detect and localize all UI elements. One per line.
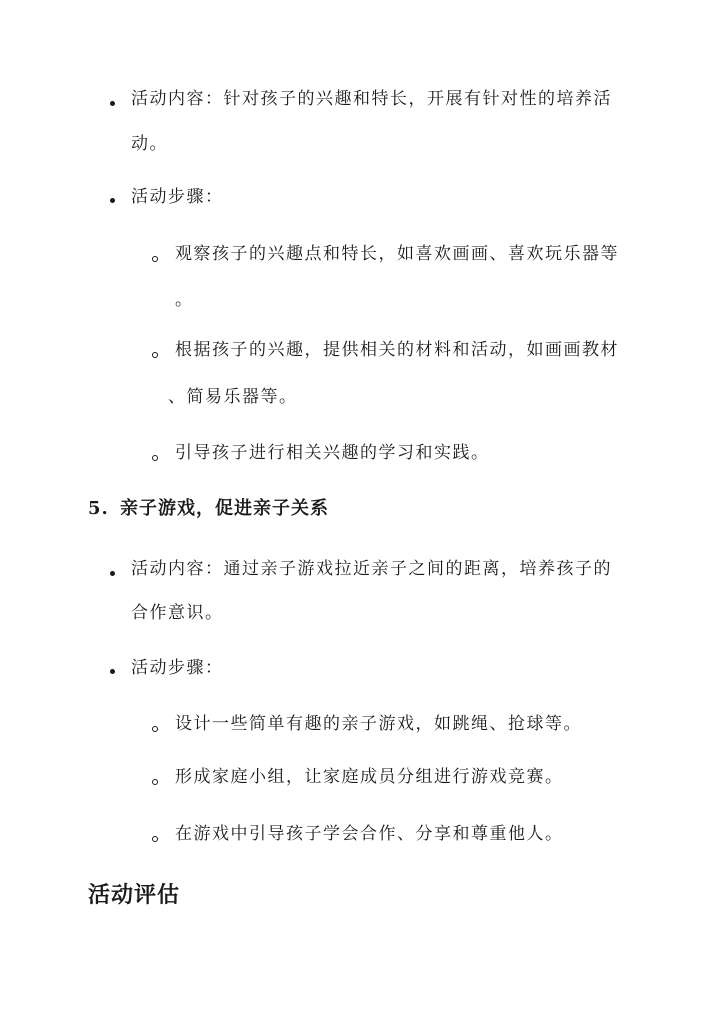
step-line: 在游戏中引导孩子学会合作、分享和尊重他人。 [175,824,564,844]
bullet-dot [110,101,115,106]
steps-label: 活动步骤： [131,658,224,678]
step-line: 引导孩子进行相关兴趣的学习和实践。 [175,443,490,463]
bullet-dot [110,198,115,203]
sub-bullet-circle [152,779,158,785]
bullet-dot [110,669,115,674]
content-line: 活动内容：针对孩子的兴趣和特长，开展有针对性的培养活 [131,89,612,109]
sub-bullet-circle [152,455,158,461]
section-heading: 亲子游戏，促进亲子关系 [120,498,329,519]
section-main-heading: 活动评估 [88,882,181,908]
content-line-continuation: 动。 [131,134,168,154]
content-line-continuation: 合作意识。 [131,603,224,623]
step-line-continuation: 、简易乐器等。 [168,387,298,407]
content-line: 活动内容：通过亲子游戏拉近亲子之间的距离，培养孩子的 [131,559,612,579]
sub-bullet-circle [152,256,158,262]
step-line: 设计一些简单有趣的亲子游戏，如跳绳、抢球等。 [175,714,582,734]
sub-bullet-circle [152,726,158,732]
sub-bullet-circle [152,836,158,842]
step-line: 形成家庭小组，让家庭成员分组进行游戏竞赛。 [175,767,564,787]
steps-label: 活动步骤： [131,187,224,207]
step-line-continuation: 。 [175,290,194,310]
step-line: 根据孩子的兴趣，提供相关的材料和活动，如画画教材 [175,340,619,360]
bullet-dot [110,571,115,576]
step-line: 观察孩子的兴趣点和特长，如喜欢画画、喜欢玩乐器等 [175,244,619,264]
sub-bullet-circle [152,352,158,358]
section-heading-number: 5. [88,498,109,519]
